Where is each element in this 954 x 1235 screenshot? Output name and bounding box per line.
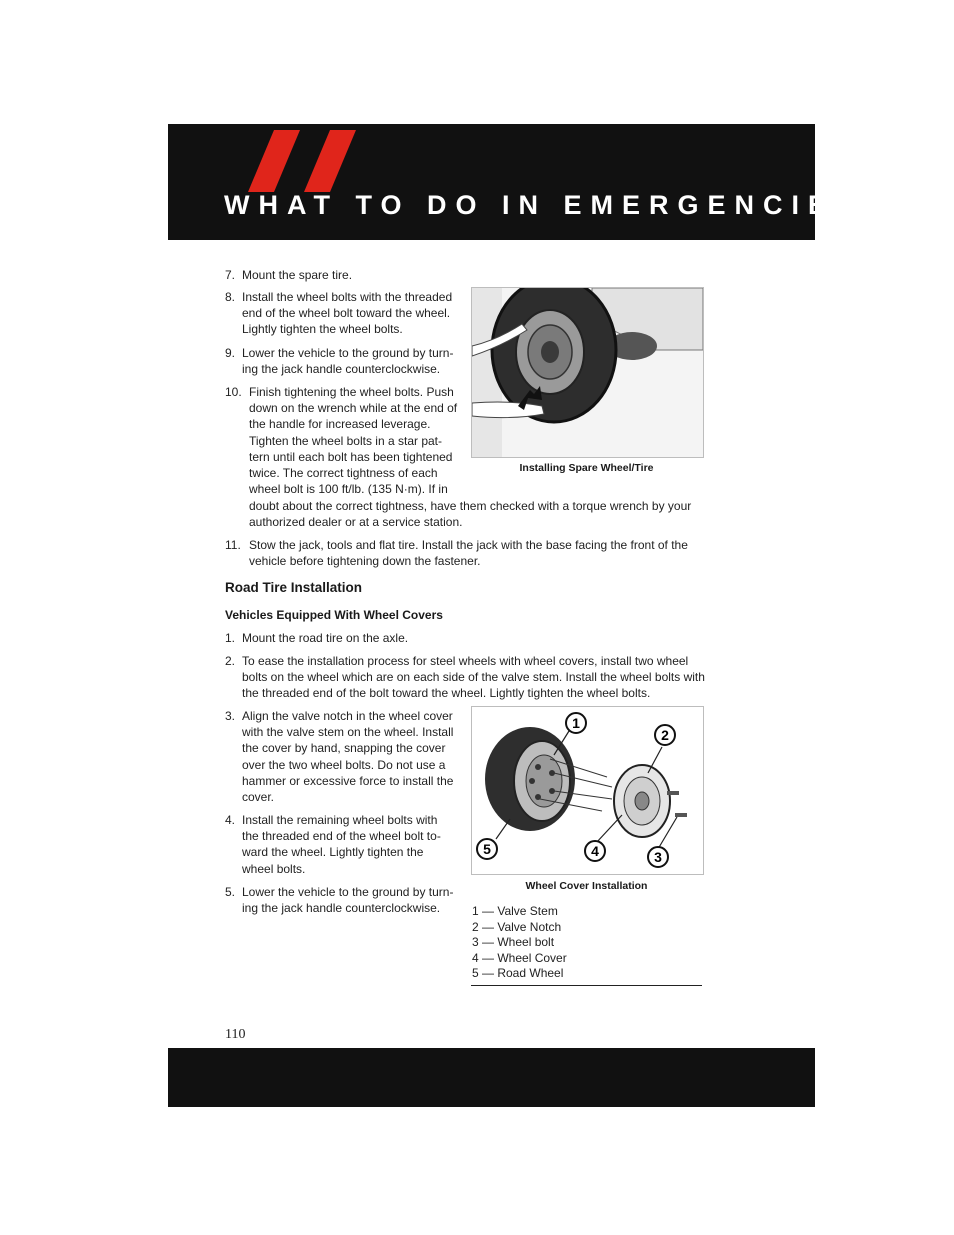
step-text: Align the valve notch in the wheel cover with the valve stem on the wheel. Install the cover by hand, snapping the cover over the two wheel bolts. Do not use a hammer or excessive force to install the cover. (242, 709, 454, 805)
figure-legend (472, 904, 702, 982)
legend-item: 2 — Valve Notch (472, 919, 562, 934)
step-text: Mount the road tire on the axle. (242, 631, 409, 645)
step-number: 8. (225, 290, 236, 304)
callout-3: 3 (654, 849, 662, 865)
step-text-continued: doubt about the correct tightness, have them checked with a torque wrench by your authorized dealer or at a service station. (249, 499, 692, 530)
figure-caption: Installing Spare Wheel/Tire (519, 462, 654, 474)
legend-item: 5 — Road Wheel (472, 966, 564, 980)
page-number: 110 (225, 1027, 246, 1042)
step-text: Lower the vehicle to the ground by turn- ing the jack handle counterclockwise. (242, 885, 454, 916)
wheel-cover-illustration-icon (472, 707, 703, 874)
section-heading: Road Tire Installation (225, 580, 363, 595)
step-number: 4. (225, 813, 236, 827)
legend-divider (471, 985, 702, 986)
wheel-cover-figure (471, 706, 704, 875)
step-number: 10. (225, 385, 242, 399)
step-number: 1. (225, 631, 236, 645)
legend-item: 3 — Wheel bolt (472, 935, 555, 949)
callout-2: 2 (661, 727, 669, 743)
step-number: 3. (225, 709, 236, 723)
step-number: 9. (225, 346, 236, 360)
step-number: 11. (225, 538, 241, 552)
callout-4: 4 (591, 843, 599, 859)
step-text: To ease the installation process for steel wheels with wheel covers, install two wheel bolts on the wheel which are on each side of the valve stem. Install the wheel bolts with the threaded end of the bolt toward the wheel. Lightly tighten the wheel bolts. (242, 654, 705, 701)
spare-wheel-figure (471, 287, 704, 458)
chapter-header (168, 124, 863, 240)
legend-item: 4 — Wheel Cover (472, 950, 567, 965)
step-text: Finish tightening the wheel bolts. Push down on the wrench while at the end of the handle for increased leverage. Tighten the wheel bolts in a star pat- tern until each bolt has been tightened twice. The correct tightness of each wheel bolt is 100 ft/lb. (135 N·m). If in (249, 385, 458, 497)
step-number: 5. (225, 885, 236, 899)
page-footer-bar (168, 1048, 815, 1107)
legend-item: 1 — Valve Stem (472, 904, 558, 918)
step-text: Stow the jack, tools and flat tire. Install the jack with the base facing the front of the vehicle before tightening down the fastener. (249, 538, 688, 569)
spare-tire-illustration-icon (472, 288, 703, 457)
figure-caption: Wheel Cover Installation (525, 880, 648, 892)
step-number: 2. (225, 654, 236, 668)
step-text: Install the wheel bolts with the threaded end of the wheel bolt toward the wheel. Lightly tighten the wheel bolts. (242, 290, 453, 337)
red-double-slash-logo-icon (248, 130, 360, 192)
step-number: 7. (225, 268, 236, 282)
step-text: Mount the spare tire. (242, 268, 353, 282)
step-text: Lower the vehicle to the ground by turn- ing the jack handle counterclockwise. (242, 346, 454, 377)
chapter-title: WHAT TO DO IN EMERGENCIES (224, 190, 863, 220)
step-text: Install the remaining wheel bolts with the threaded end of the wheel bolt to- ward the wheel. Lightly tighten the wheel bolts. (242, 813, 441, 876)
callout-1: 1 (572, 715, 580, 731)
subsection-heading: Vehicles Equipped With Wheel Covers (225, 608, 443, 622)
callout-5: 5 (483, 841, 491, 857)
